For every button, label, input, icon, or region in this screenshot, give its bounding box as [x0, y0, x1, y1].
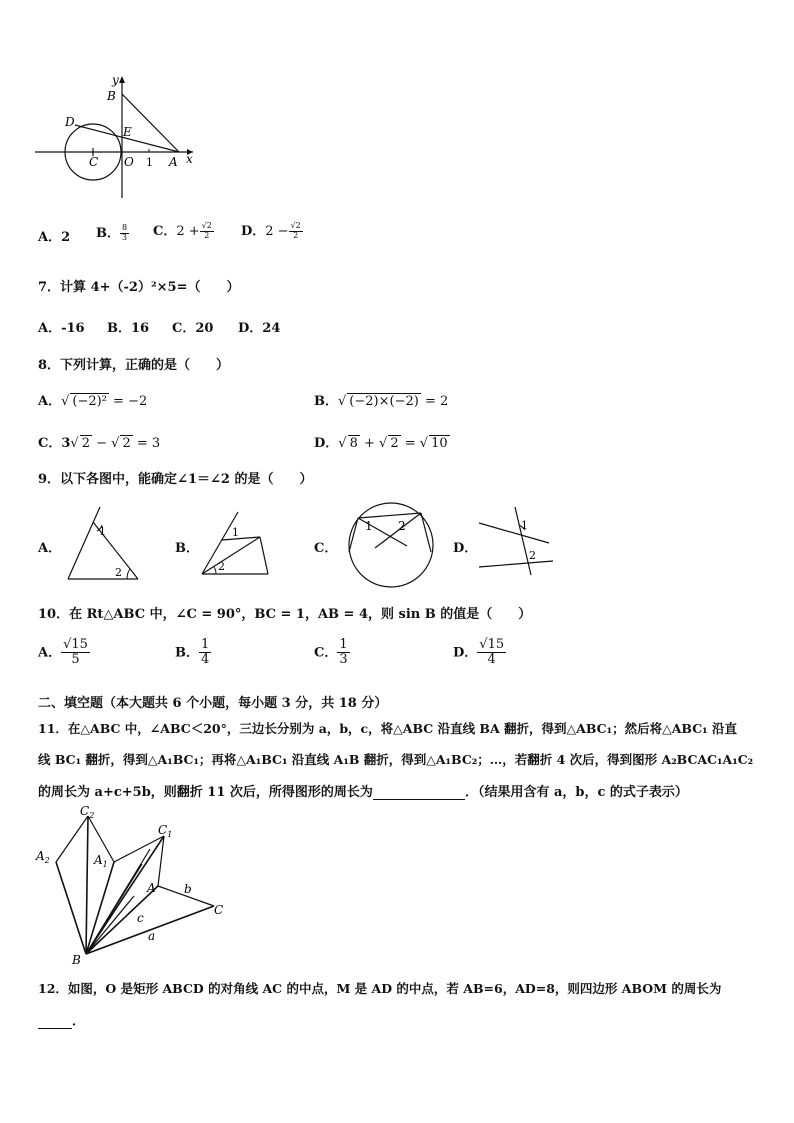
q8-option-c[interactable]: C．3√ 2 − √ 2 = 3	[38, 436, 161, 451]
q8-option-c-coef: 3	[61, 436, 71, 451]
q9-figure-d	[477, 505, 557, 577]
q6-option-d[interactable]	[241, 220, 303, 241]
q8-option-a-radicand: (−2)²	[72, 394, 107, 409]
q6-option-d-fraction: $\frac{√2}{2}$	[290, 221, 301, 240]
q8-option-c-rhs: = 3	[132, 436, 161, 451]
q8-option-d[interactable]: D．√ 8 + √ 2 = √ 10	[314, 436, 448, 451]
q9-stem: 9．以下各图中，能确定∠1＝∠2 的是（ ）	[38, 472, 313, 487]
q12-line-2	[38, 1010, 85, 1029]
x-axis-label: x	[186, 152, 193, 166]
q9c-angle-2: 2	[398, 519, 406, 533]
q9-figure-c	[345, 500, 437, 590]
q9-option-a-label[interactable]: A．	[38, 541, 62, 556]
q8-option-d-label: D．	[314, 436, 339, 451]
q8-option-d-eq: =	[400, 436, 420, 451]
q6-coordinate-figure	[35, 70, 205, 202]
q8-option-c-radicand-1: 2	[81, 436, 90, 451]
q9a-angle-1: 1	[99, 525, 106, 538]
fig11-a-side-label: a	[148, 929, 156, 943]
q6-option-c-prefix: 2 +	[176, 224, 200, 239]
fig11-a1-label: $A_1$	[94, 853, 108, 869]
q11-line-3-post: ．（结果用含有 a，b，c 的式子表示）	[464, 785, 688, 800]
q11-line-3	[38, 781, 688, 800]
q6-option-c-fraction: $\frac{√2}{2}$	[201, 221, 212, 240]
q8-option-c-label: C．	[38, 436, 62, 451]
q6-option-d-prefix: 2 −	[265, 224, 289, 239]
point-b-label: B	[107, 89, 116, 103]
q10-option-c[interactable]	[314, 638, 350, 668]
q12-answer-blank[interactable]	[38, 1014, 72, 1029]
q8-option-a-rhs: = −2	[108, 394, 148, 409]
fig11-a-label: A	[147, 881, 156, 895]
q11-line-2: 线 BC₁ 翻折，得到△A₁BC₁；再将△A₁BC₁ 沿直线 A₁B 翻折，得到△A₁BC₂；…，若翻折 4 次后，得到图形 A₂BCAC₁A₁C₂	[38, 752, 754, 767]
fig11-a2-label: $A_2$	[36, 849, 50, 865]
q6-option-a-label: A．	[38, 230, 62, 245]
q6-option-d-label: D．	[241, 224, 266, 239]
q9-option-d-label[interactable]: D．	[453, 541, 478, 556]
q10-option-a[interactable]	[38, 638, 90, 668]
q9-option-b-label[interactable]: B．	[175, 541, 199, 556]
point-c-label: C	[89, 155, 99, 169]
q7-option-b[interactable]: B．16	[107, 321, 150, 336]
tick-one-label: 1	[146, 156, 153, 169]
q8-option-c-op: −	[91, 436, 112, 451]
q8-stem: 8．下列计算，正确的是（ ）	[38, 358, 230, 373]
section-2-title: 二、填空题（本大题共 6 个小题，每小题 3 分，共 18 分）	[38, 696, 388, 711]
q10-option-b-fraction: $\frac{1}{4}$	[201, 637, 210, 668]
q6-option-c-label: C．	[153, 224, 177, 239]
q9d-angle-2: 2	[529, 549, 536, 562]
q10-option-b[interactable]	[175, 638, 211, 668]
q9b-angle-2: 2	[218, 560, 225, 573]
point-d-label: D	[65, 115, 75, 129]
q8-option-b-label: B．	[314, 394, 338, 409]
point-e-label: E	[123, 125, 132, 139]
q11-line-1: 11．在△ABC 中，∠ABC＜20°，三边长分别为 a，b，c，将△ABC 沿直线 BA 翻折，得到△ABC₁；然后将△ABC₁ 沿直	[38, 721, 737, 736]
q9b-angle-1: 1	[232, 526, 239, 539]
fig11-c1-label: $C_1$	[158, 823, 173, 839]
q12-line-2-post: ．	[72, 1014, 86, 1029]
q9c-angle-1: 1	[365, 519, 373, 533]
q6-option-b-fraction: $\frac{8}{3}$	[122, 223, 128, 242]
q8-option-b-rhs: = 2	[420, 394, 449, 409]
point-a-label: A	[169, 155, 178, 169]
q7-option-d[interactable]: D．24	[238, 321, 281, 336]
q8-option-d-radicand-3: 10	[431, 436, 448, 451]
q8-option-a-label: A．	[38, 394, 62, 409]
q11-fold-figure	[34, 804, 234, 969]
q10-option-d-label: D．	[453, 645, 478, 661]
q10-option-a-label: A．	[38, 645, 62, 661]
q12-line-1: 12．如图，O 是矩形 ABCD 的对角线 AC 的中点，M 是 AD 的中点，若 AB=6，AD=8，则四边形 ABOM 的周长为	[38, 981, 722, 996]
fig11-b-side-label: b	[184, 882, 192, 896]
q8-option-d-radicand-2: 2	[390, 436, 399, 451]
q6-option-a-value: 2	[61, 230, 71, 245]
q8-option-d-radicand-1: 8	[349, 436, 358, 451]
q7-option-c[interactable]: C．20	[172, 321, 214, 336]
q10-option-b-label: B．	[175, 645, 199, 661]
fig11-b-label: B	[72, 953, 81, 967]
origin-label: O	[124, 155, 134, 169]
q11-line-3-pre: 的周长为 a+c+5b，则翻折 11 次后，所得图形的周长为	[38, 785, 373, 800]
q9-figure-a	[64, 505, 142, 583]
q11-answer-blank[interactable]	[373, 785, 465, 800]
q7-option-a[interactable]: A．-16	[38, 321, 85, 336]
q7-stem: 7．计算 4+（-2）²×5=（ ）	[38, 280, 240, 295]
q6-option-b[interactable]	[96, 222, 129, 243]
q10-option-a-fraction: $\frac{√15}{5}$	[63, 637, 88, 668]
q8-option-a[interactable]: A．√ (−2)² = −2	[38, 394, 148, 409]
q6-option-a[interactable]	[38, 226, 70, 245]
q8-option-c-radicand-2: 2	[122, 436, 131, 451]
q8-option-b-radicand: (−2)×(−2)	[349, 394, 419, 409]
q6-option-b-label: B．	[96, 226, 120, 241]
q9-option-c-label[interactable]: C．	[314, 541, 338, 556]
q10-option-d-fraction: $\frac{√15}{4}$	[479, 637, 505, 668]
y-axis-label: y	[112, 73, 119, 87]
q6-option-c[interactable]	[153, 220, 214, 241]
q9-figure-b	[200, 510, 275, 578]
q10-option-c-label: C．	[314, 645, 338, 661]
q8-option-d-op: +	[359, 436, 380, 451]
q9d-angle-1: 1	[521, 519, 528, 532]
q10-stem: 10．在 Rt△ABC 中，∠C = 90°，BC = 1，AB = 4，则 sin B 的值是（ ）	[38, 607, 532, 622]
fig11-c-label: C	[214, 903, 224, 917]
fig11-c2-label: $C_2$	[80, 804, 95, 820]
q10-option-c-fraction: $\frac{1}{3}$	[339, 637, 348, 668]
fig11-c-side-label: c	[137, 911, 144, 925]
q10-option-d[interactable]	[453, 638, 506, 668]
q9a-angle-2: 2	[115, 566, 122, 579]
q8-option-b[interactable]: B．√ (−2)×(−2) = 2	[314, 394, 449, 409]
